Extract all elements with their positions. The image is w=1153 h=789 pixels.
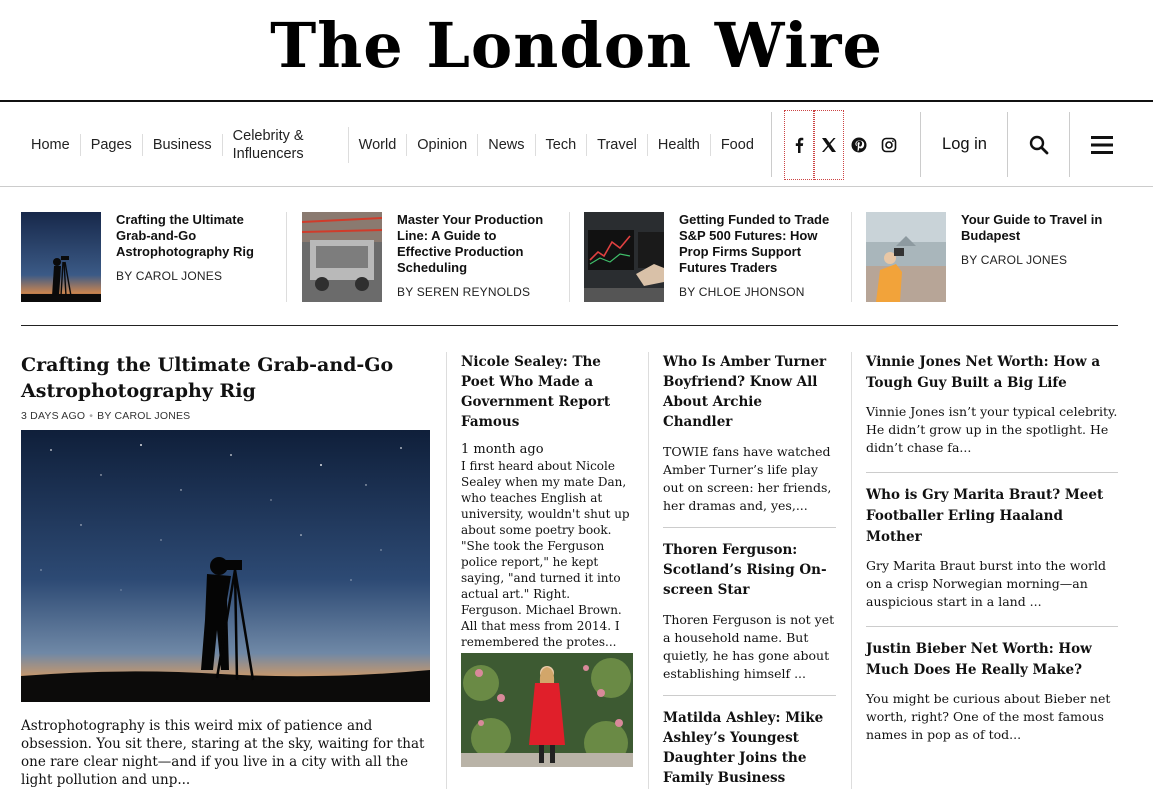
featured-card[interactable] (584, 212, 836, 302)
column4-title[interactable]: Justin Bieber Net Worth: How Much Does He Really Make? (866, 641, 1092, 678)
nav-item-celebrity[interactable]: Celebrity & Influencers (223, 127, 349, 163)
divider (851, 212, 852, 302)
list-item (866, 352, 1118, 473)
column3-list (663, 352, 836, 789)
column3-title[interactable]: Thoren Ferguson: Scotland’s Rising On-screen Star (663, 542, 827, 598)
meta-separator: • (89, 410, 94, 422)
lead-article (21, 352, 431, 789)
lead-byline[interactable]: BY CAROL JONES (97, 410, 191, 422)
column4-excerpt: Gry Marita Braut burst into the world on a crisp Norwegian morning—an auspicious start in a land ... (866, 558, 1106, 609)
hamburger-menu-icon[interactable] (1071, 112, 1133, 177)
featured-card[interactable] (21, 212, 271, 302)
nav-item-food[interactable]: Food (720, 136, 754, 153)
list-item (663, 540, 836, 696)
column4-title[interactable]: Vinnie Jones Net Worth: How a Tough Guy Built a Big Life (866, 354, 1101, 391)
thumbnail-trading-screens[interactable] (584, 212, 664, 302)
divider (569, 212, 570, 302)
x-icon[interactable] (814, 110, 844, 180)
featured-title[interactable]: Your Guide to Travel in Budapest (961, 212, 1103, 243)
featured-card[interactable] (302, 212, 554, 302)
featured-card[interactable] (866, 212, 1118, 302)
featured-byline[interactable]: BY SEREN REYNOLDS (397, 285, 531, 299)
nav-item-travel[interactable]: Travel (587, 134, 648, 156)
thumbnail-production-line[interactable] (302, 212, 382, 302)
instagram-icon[interactable] (874, 110, 904, 180)
facebook-icon[interactable] (784, 110, 814, 180)
column2-article (461, 352, 633, 772)
lead-excerpt: Astrophotography is this weird mix of patience and obsession. You sit there, staring at the sky, waiting for that one rare clear night—and if you live in a city with all the light pollution and unp... (21, 718, 425, 788)
lead-hero-image[interactable] (21, 430, 430, 702)
nav-item-news[interactable]: News (478, 134, 535, 156)
search-icon[interactable] (1009, 112, 1070, 177)
featured-byline[interactable]: BY CHLOE JHONSON (679, 285, 805, 299)
featured-title[interactable]: Getting Funded to Trade S&P 500 Futures: How Prop Firms Support Futures Traders (679, 212, 830, 275)
nav-item-opinion[interactable]: Opinion (407, 134, 478, 156)
featured-title[interactable]: Master Your Production Line: A Guide to Effective Production Scheduling (397, 212, 544, 275)
list-item (866, 485, 1118, 627)
column4-title[interactable]: Who is Gry Marita Braut? Meet Footballer Erling Haaland Mother (866, 487, 1104, 545)
column3-excerpt: Thoren Ferguson is not yet a household name. But quietly, he has gone about establishing himself ... (663, 612, 835, 681)
column4-excerpt: You might be curious about Bieber net worth, right? One of the most famous names in pop as of tod... (866, 691, 1111, 742)
column-divider (648, 352, 649, 789)
featured-byline[interactable]: BY CAROL JONES (116, 269, 223, 283)
column2-excerpt: I first heard about Nicole Sealey when my mate Dan, who teaches English at university, wouldn't shut up about some poetry book. "She took the Ferguson police report," he kept saying, "and turned it into actual art." Right. Ferguson. Michael Brown. All that mess from 2014. I remembered the protes... (461, 459, 630, 649)
lead-title[interactable]: Crafting the Ultimate Grab-and-Go Astrophotography Rig (21, 354, 394, 402)
pinterest-icon[interactable] (844, 110, 874, 180)
column2-time: 1 month ago (461, 442, 544, 457)
list-item (866, 639, 1118, 759)
lead-meta (21, 410, 431, 422)
column-divider (851, 352, 852, 789)
nav-item-business[interactable]: Business (143, 134, 223, 156)
thumbnail-astrophotography[interactable] (21, 212, 101, 302)
nav-item-world[interactable]: World (349, 134, 408, 156)
column3-excerpt: TOWIE fans have watched Amber Turner’s life play out on screen: her friends, her dramas and, yes,... (663, 444, 832, 513)
divider (286, 212, 287, 302)
login-button[interactable]: Log in (922, 112, 1008, 177)
column4-list (866, 352, 1118, 771)
masthead (0, 0, 1153, 101)
lead-time: 3 DAYS AGO (21, 410, 86, 422)
featured-strip (21, 212, 1118, 304)
list-item (663, 708, 836, 789)
list-item (663, 352, 836, 528)
nav-item-home[interactable]: Home (21, 134, 81, 156)
column3-title[interactable]: Who Is Amber Turner Boyfriend? Know All About Archie Chandler (663, 354, 827, 430)
social-links (771, 112, 921, 177)
nav-menu (21, 102, 764, 187)
column4-excerpt: Vinnie Jones isn’t your typical celebrity. He didn’t grow up in the spotlight. He didn’t chase fa... (866, 404, 1118, 455)
thumbnail-budapest[interactable] (866, 212, 946, 302)
column3-title[interactable]: Matilda Ashley: Mike Ashley’s Youngest Daughter Joins the Family Business (663, 710, 824, 786)
nav-item-pages[interactable]: Pages (81, 134, 143, 156)
nav-item-health[interactable]: Health (648, 134, 711, 156)
featured-title[interactable]: Crafting the Ultimate Grab-and-Go Astrophotography Rig (116, 212, 254, 259)
section-rule (21, 325, 1118, 326)
column2-title[interactable]: Nicole Sealey: The Poet Who Made a Government Report Famous (461, 354, 611, 430)
nav-item-tech[interactable]: Tech (536, 134, 588, 156)
column2-image[interactable] (461, 653, 633, 767)
site-logo[interactable]: The London Wire (270, 9, 883, 82)
main-nav (0, 102, 1153, 187)
featured-byline[interactable]: BY CAROL JONES (961, 253, 1068, 267)
column-divider (446, 352, 447, 789)
